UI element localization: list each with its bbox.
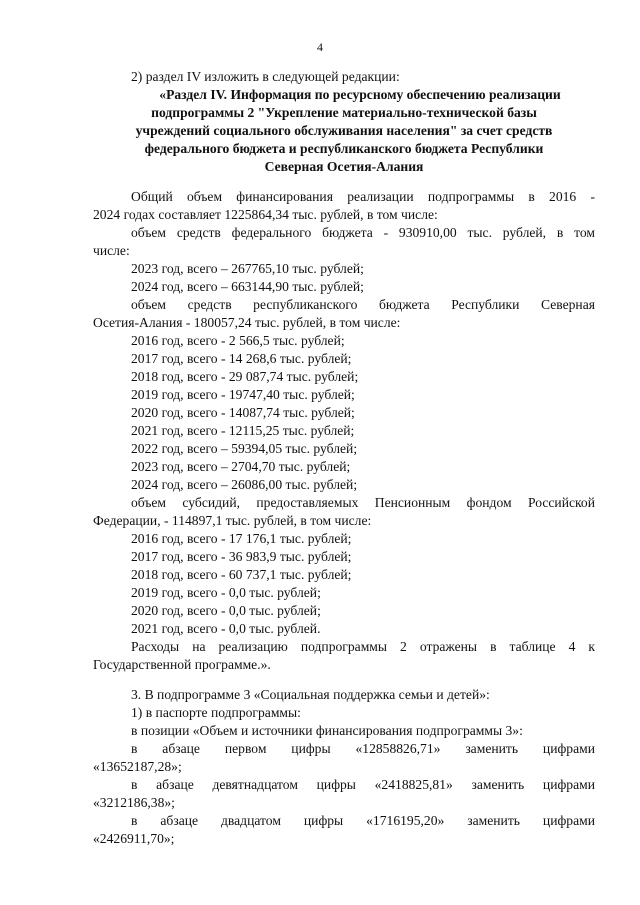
federal-line-2: числе:: [93, 243, 130, 258]
republic-year-2023: 2023 год, всего – 2704,70 тыс. рублей;: [131, 459, 351, 474]
republic-year-2022: 2022 год, всего – 59394,05 тыс. рублей;: [131, 441, 358, 456]
pension-year-2021: 2021 год, всего - 0,0 тыс. рублей.: [131, 621, 321, 636]
section-heading-line-1: «Раздел IV. Информация по ресурсному обеспечению реализации: [159, 87, 561, 102]
expenses-line-1: Расходы на реализацию подпрограммы 2 отражены в таблице 4 к: [131, 639, 595, 654]
total-line-1: Общий объем финансирования реализации подпрограммы в 2016 -: [131, 189, 595, 204]
pension-line-1: объем субсидий, предоставляемых Пенсионным фондом Российской: [131, 495, 595, 510]
federal-year-2023: 2023 год, всего – 267765,10 тыс. рублей;: [131, 261, 364, 276]
section-heading-line-2: подпрограммы 2 "Укрепление материально-технической базы: [151, 105, 537, 120]
total-line-2: 2024 годах составляет 1225864,34 тыс. рублей, в том числе:: [93, 207, 438, 222]
republic-line-1: объем средств республиканского бюджета Республики Северная: [131, 297, 595, 312]
section3-passport: 1) в паспорте подпрограммы:: [131, 705, 301, 720]
section3-position: в позиции «Объем и источники финансирования подпрограммы 3»:: [131, 723, 523, 738]
intro-line: 2) раздел IV изложить в следующей редакции:: [131, 69, 400, 84]
section3-title: 3. В подпрограмме 3 «Социальная поддержка семьи и детей»:: [131, 687, 490, 702]
pension-year-2018: 2018 год, всего - 60 737,1 тыс. рублей;: [131, 567, 352, 582]
replacement-1-line-2: «13652187,28»;: [93, 759, 182, 774]
republic-year-2020: 2020 год, всего - 14087,74 тыс. рублей;: [131, 405, 355, 420]
replacement-3-line-1: в абзаце двадцатом цифры «1716195,20» заменить цифрами: [131, 813, 595, 828]
federal-line-1: объем средств федерального бюджета - 930910,00 тыс. рублей, в том: [131, 225, 595, 240]
section-heading-line-5: Северная Осетия-Алания: [264, 159, 424, 174]
section-heading-line-3: учреждений социального обслуживания населения" за счет средств: [135, 123, 553, 138]
republic-year-2021: 2021 год, всего - 12115,25 тыс. рублей;: [131, 423, 355, 438]
republic-year-2019: 2019 год, всего - 19747,40 тыс. рублей;: [131, 387, 355, 402]
page-number: 4: [317, 40, 323, 54]
pension-line-2: Федерации, - 114897,1 тыс. рублей, в том числе:: [93, 513, 372, 528]
section-heading-line-4: федерального бюджета и республиканского бюджета Республики: [144, 141, 544, 156]
expenses-line-2: Государственной программе.».: [93, 657, 271, 672]
republic-year-2016: 2016 год, всего - 2 566,5 тыс. рублей;: [131, 333, 345, 348]
replacement-2-line-2: «3212186,38»;: [93, 795, 175, 810]
pension-year-2019: 2019 год, всего - 0,0 тыс. рублей;: [131, 585, 321, 600]
replacement-2-line-1: в абзаце девятнадцатом цифры «2418825,81» заменить цифрами: [131, 777, 595, 792]
republic-year-2018: 2018 год, всего - 29 087,74 тыс. рублей;: [131, 369, 359, 384]
pension-year-2017: 2017 год, всего - 36 983,9 тыс. рублей;: [131, 549, 352, 564]
federal-year-2024: 2024 год, всего – 663144,90 тыс. рублей;: [131, 279, 364, 294]
replacement-3-line-2: «2426911,70»;: [93, 831, 175, 846]
replacement-1-line-1: в абзаце первом цифры «12858826,71» заменить цифрами: [131, 741, 595, 756]
pension-year-2020: 2020 год, всего - 0,0 тыс. рублей;: [131, 603, 321, 618]
republic-line-2: Осетия-Алания - 180057,24 тыс. рублей, в том числе:: [93, 315, 401, 330]
republic-year-2024: 2024 год, всего – 26086,00 тыс. рублей;: [131, 477, 358, 492]
republic-year-2017: 2017 год, всего - 14 268,6 тыс. рублей;: [131, 351, 352, 366]
pension-year-2016: 2016 год, всего - 17 176,1 тыс. рублей;: [131, 531, 352, 546]
